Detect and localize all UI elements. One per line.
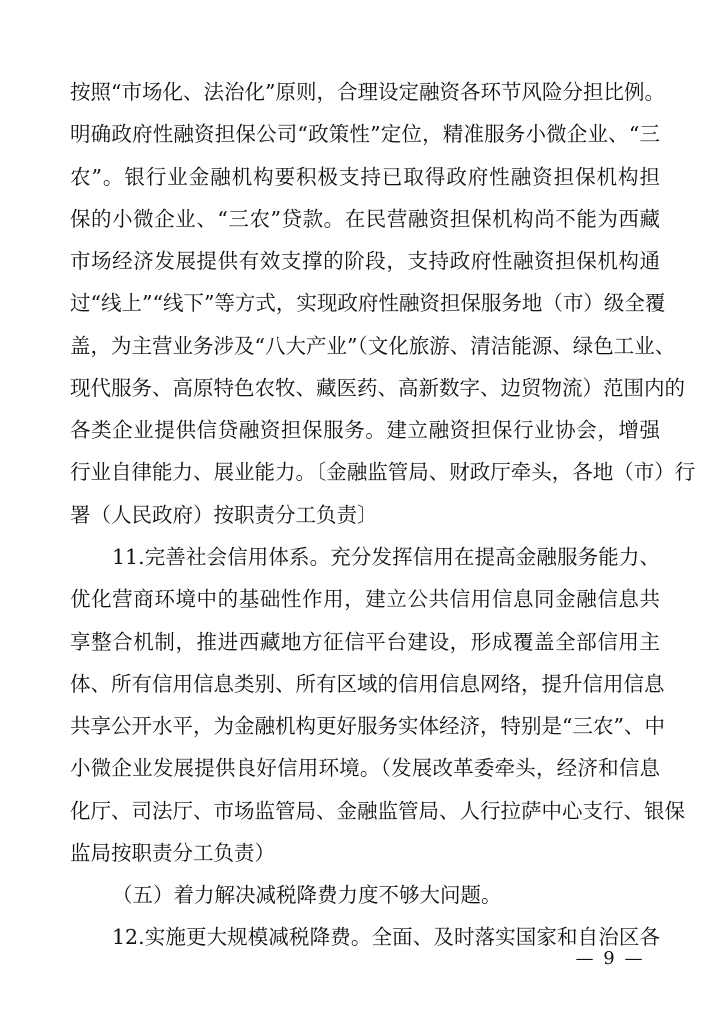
text-line-7: 盖，为主营业务涉及“八大产业”（文化旅游、清洁能源、绿色工业、 bbox=[70, 334, 676, 358]
text-line-6: 过“线上”“线下”等方式，实现政府性融资担保服务地（市）级全覆 bbox=[70, 291, 666, 315]
text-line-19: 监局按职责分工负责） bbox=[70, 841, 275, 865]
section-5-heading: （五）着力解决减税降费力度不够大问题。 bbox=[112, 883, 502, 907]
text-line-5: 市场经济发展提供有效支撑的阶段，支持政府性融资担保机构通 bbox=[70, 249, 660, 273]
text-line-1: 按照“市场化、法治化”原则，合理设定融资各环节风险分担比例。 bbox=[70, 80, 665, 104]
text-line-17: 小微企业发展提供良好信用环境。（发展改革委牵头，经济和信息 bbox=[70, 756, 660, 780]
text-line-9: 各类企业提供信贷融资担保服务。建立融资担保行业协会，增强 bbox=[70, 418, 660, 442]
text-line-14: 享整合机制，推进西藏地方征信平台建设，形成覆盖全部信用主 bbox=[70, 630, 660, 654]
text-line-16: 共享公开水平，为金融机构更好服务实体经济，特别是“三农”、中 bbox=[70, 714, 665, 738]
section-11-heading-line: 11.完善社会信用体系。充分发挥信用在提高金融服务能力、 bbox=[112, 545, 660, 569]
text-line-10: 行业自律能力、展业能力。〔金融监管局、财政厅牵头，各地（市）行 bbox=[70, 460, 696, 484]
text-line-18: 化厅、司法厅、市场监管局、金融监管局、人行拉萨中心支行、银保 bbox=[70, 799, 685, 823]
page-number: — 9 — bbox=[575, 948, 645, 969]
text-line-4: 保的小微企业、“三农”贷款。在民营融资担保机构尚不能为西藏 bbox=[70, 207, 660, 231]
section-12-heading-line: 12.实施更大规模减税降费。全面、及时落实国家和自治区各 bbox=[112, 925, 660, 949]
text-line-13: 优化营商环境中的基础性作用，建立公共信用信息同金融信息共 bbox=[70, 587, 660, 611]
text-line-8: 现代服务、高原特色农牧、藏医药、高新数字、边贸物流）范围内的 bbox=[70, 376, 685, 400]
text-line-2: 明确政府性融资担保公司“政策性”定位，精准服务小微企业、“三 bbox=[70, 122, 660, 146]
text-line-11: 署（人民政府）按职责分工负责〕 bbox=[70, 503, 378, 527]
text-line-15: 体、所有信用信息类别、所有区域的信用信息网络，提升信用信息 bbox=[70, 672, 665, 696]
text-line-3: 农”。银行业金融机构要积极支持已取得政府性融资担保机构担 bbox=[70, 165, 660, 189]
